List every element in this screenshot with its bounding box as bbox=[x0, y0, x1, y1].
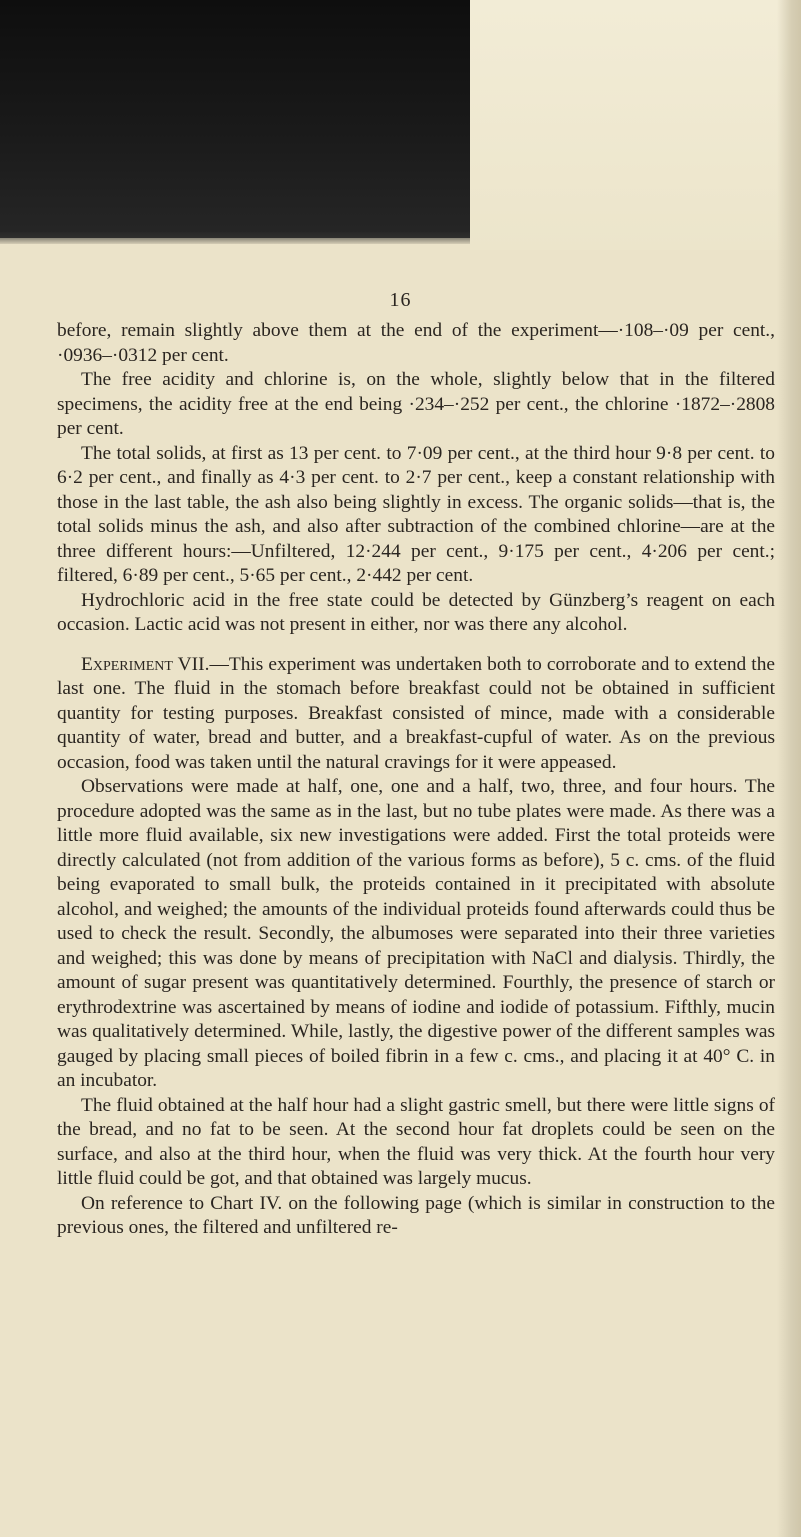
section-text: —This experiment was undertaken both to corroborate and to extend the last one. The fluid in the stomach before breakfast could not be obtained in sufficient quantity for testing purposes. Breakfast consisted of mince, made with a considerable quantity of water, bread and butter, and a breakfast-cupful of water. As on the previous occasion, food was taken until the natural cravings for it were appeased. bbox=[57, 653, 775, 773]
page-edge-shadow bbox=[777, 0, 801, 1537]
paragraph-2: The free acidity and chlorine is, on the whole, slightly below that in the filtered specimens, the acidity free at the end being ·234–·252 per cent., the chlorine ·1872–·2808 per cent. bbox=[57, 369, 775, 439]
scan-dark-area-edge bbox=[0, 232, 470, 244]
scan-dark-area bbox=[0, 0, 470, 238]
paragraph-6: Observations were made at half, one, one and a half, two, three, and four hours. The procedure adopted was the same as in the last, but no tube plates were made. As there was a little more fluid available, six new investigations were added. First the total proteids were directly calculated (not from addition of the various forms as before), 5 c. cms. of the fluid being evaporated to small bulk, the proteids contained in it precipitated with absolute alcohol, and weighed; the amounts of the individual proteids found afterwards could thus be used to check the result. Secondly, the albumoses were separated into their three varieties and weighed; this was done by means of precipitation with NaCl and dialysis. Thirdly, the amount of sugar present was quantitatively determined. Fourthly, the presence of starch or erythrodextrine was ascertained by means of iodine and iodide of potassium. Fifthly, mucin was qualitatively determined. While, lastly, the digestive power of the different samples was gauged by placing small pieces of boiled fibrin in a few c. cms., and placing it at 40° C. in an incubator. bbox=[57, 776, 775, 1091]
paragraph-3: The total solids, at first as 13 per cent. to 7·09 per cent., at the third hour 9·8 per cent. to 6·2 per cent., and finally as 4·3 per cent. to 2·7 per cent., keep a constant relationship with those in the last table, the ash also being slightly in excess. The organic solids—that is, the total solids minus the ash, and also after subtraction of the combined chlorine—are at the three different hours:—Unfiltered, 12·244 per cent., 9·175 per cent., 4·206 per cent.; filtered, 6·89 per cent., 5·65 per cent., 2·442 per cent. bbox=[57, 442, 775, 586]
paragraph-8: On reference to Chart IV. on the following page (which is similar in construction to the previous ones, the filtered and unfiltered re- bbox=[57, 1192, 775, 1238]
page-number: 16 bbox=[389, 289, 412, 311]
paragraph-4: Hydrochloric acid in the free state could be detected by Günzberg’s reagent on each occasion. Lactic acid was not present in either, nor was there any alcohol. bbox=[57, 589, 775, 635]
section-heading: Experiment VII. bbox=[81, 653, 210, 675]
body-text bbox=[57, 319, 775, 1241]
paragraph-experiment-vii bbox=[57, 653, 775, 776]
page-margin-top bbox=[470, 0, 801, 250]
paragraph-1: before, remain slightly above them at the end of the experiment—·108–·09 per cent., ·0936–·0312 per cent. bbox=[57, 320, 775, 366]
paragraph-7: The fluid obtained at the half hour had a slight gastric smell, but there were little signs of the bread, and no fat to be seen. At the second hour fat droplets could be seen on the surface, and also at the third hour, when the fluid was very thick. At the fourth hour very little fluid could be got, and that obtained was largely mucus. bbox=[57, 1094, 775, 1189]
